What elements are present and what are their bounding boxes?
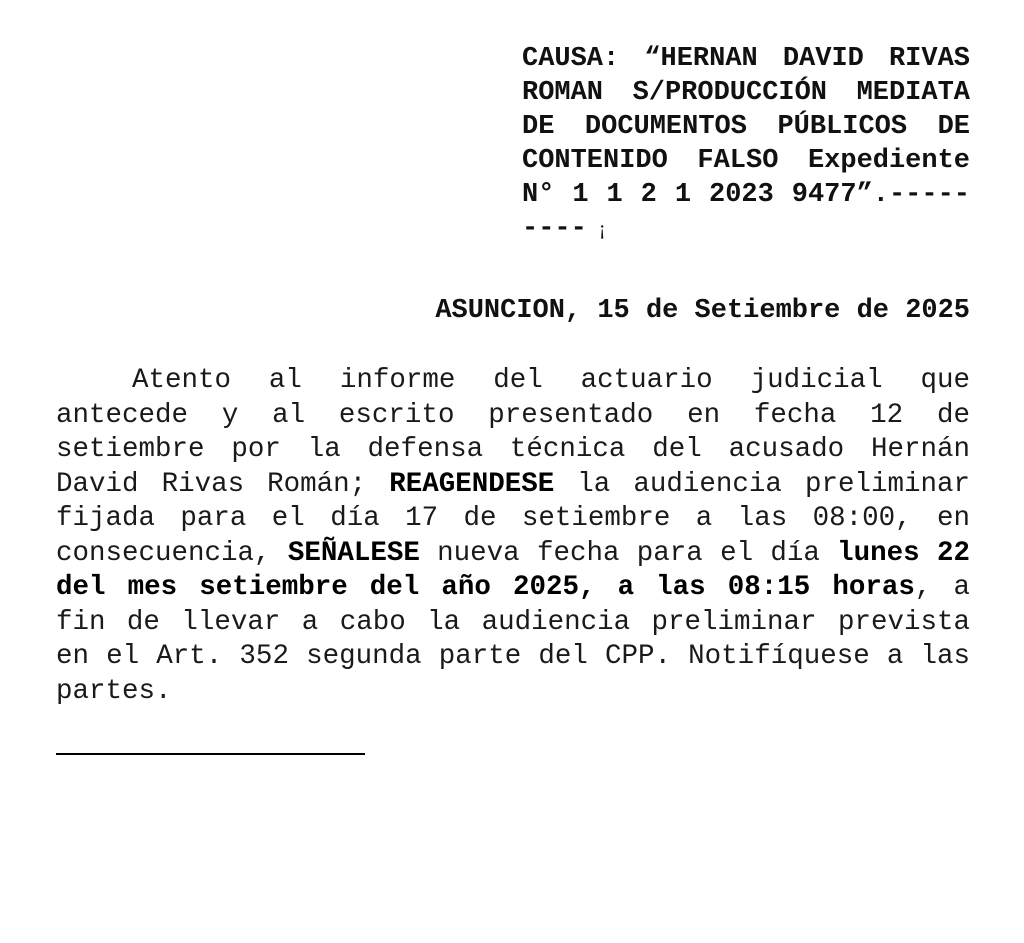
new-hearing-date: lunes 22 del mes setiembre del año 2025, a las 08:15 horas (56, 537, 970, 603)
resolution-text-2: la audiencia preliminar fijada para el día 17 de setiembre a las 08:00, en consecuencia, (56, 468, 970, 569)
resolution-paragraph (56, 364, 970, 709)
senalese-order: SEÑALESE (287, 537, 420, 569)
resolution-text-3: nueva fecha para el día (419, 537, 838, 569)
case-title: CAUSA: “HERNAN DAVID RIVAS ROMAN S/PRODUCCIÓN MEDIATA DE DOCUMENTOS PÚBLICOS DE CONTENIDO FALSO (522, 44, 970, 176)
reagendese-order: REAGENDESE (389, 468, 555, 500)
margin-mark: ¡ (598, 218, 606, 240)
case-caption (522, 42, 970, 246)
case-file-number: Expediente N° 1 1 2 1 2023 9477”.--------- (522, 146, 970, 244)
resolution-text-4: , a fin de llevar a cabo la audiencia preliminar prevista en el Art. 352 segunda parte del CPP. Notifíquese a las partes. (56, 572, 970, 707)
signature-line (56, 753, 365, 755)
document-date: ASUNCION, 15 de Setiembre de 2025 (435, 296, 970, 326)
resolution-text-1: Atento al informe del actuario judicial que antecede y al escrito presentado en fecha 12 de setiembre por la defensa técnica del acusado Hernán David Rivas Román; (56, 365, 970, 500)
